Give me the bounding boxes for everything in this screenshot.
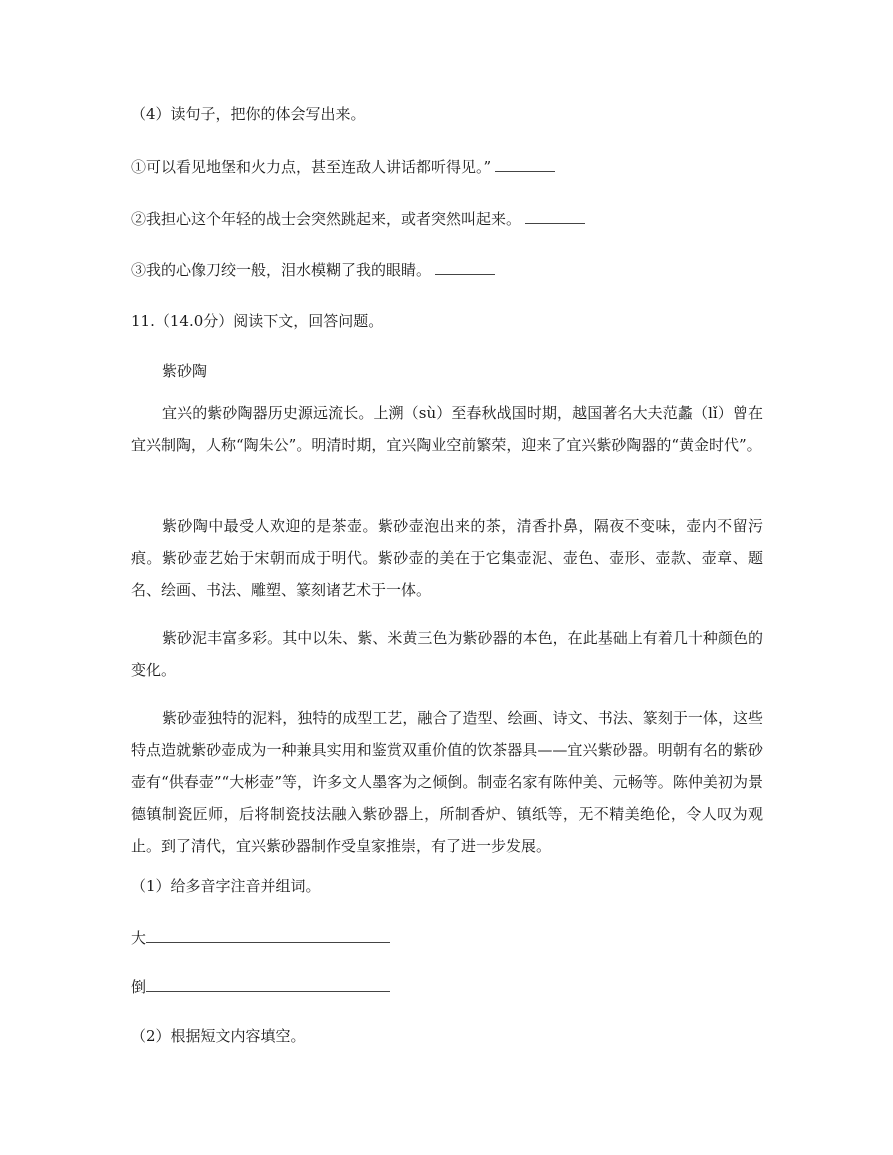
q11-heading: 11.（14.0分）阅读下文，回答问题。 (131, 312, 384, 330)
q4-prompt: （4）读句子，把你的体会写出来。 (131, 105, 366, 123)
q4-item-text: ①可以看见地堡和火力点，甚至连敌人讲话都听得见。” (131, 158, 492, 176)
q4-item-text: ②我担心这个年轻的战士会突然跳起来，或者突然叫起来。 (131, 210, 522, 228)
answer-blank[interactable] (495, 157, 555, 172)
sub2-prompt: （2）根据短文内容填空。 (131, 1027, 306, 1045)
q4-item-2 (131, 209, 585, 229)
q4-item-3 (131, 260, 495, 280)
answer-blank[interactable] (435, 260, 495, 275)
sub1-prompt: （1）给多音字注音并组词。 (131, 877, 321, 895)
polyphone-char: 大 (131, 929, 147, 947)
q4-item-text: ③我的心像刀绞一般，泪水模糊了我的眼睛。 (131, 261, 432, 279)
answer-blank[interactable] (146, 928, 390, 943)
sub1-item-1 (131, 928, 390, 948)
sub1-item-2 (131, 977, 390, 997)
q4-item-1 (131, 157, 555, 177)
article-paragraph-4: 紫砂壶独特的泥料，独特的成型工艺，融合了造型、绘画、诗文、书法、篆刻于一体，这些特点造就紫砂壶成为一种兼具实用和鉴赏双重价值的饮茶器具——宜兴紫砂器。明朝有名的紫砂壶有“供春壶”“大彬壶”等，许多文人墨客为之倾倒。制壶名家有陈仲美、元畅等。陈仲美初为景德镇制瓷匠师，后将制瓷技法融入紫砂器上，所制香炉、镇纸等，无不精美绝伦，令人叹为观止。到了清代，宜兴紫砂器制作受皇家推崇，有了进一步发展。 (131, 709, 763, 855)
article-paragraph-2: 紫砂陶中最受人欢迎的是茶壶。紫砂壶泡出来的茶，清香扑鼻，隔夜不变味，壶内不留污痕。紫砂壶艺始于宋朝而成于明代。紫砂壶的美在于它集壶泥、壶色、壶形、壶款、壶章、题名、绘画、书法、雕塑、篆刻诸艺术于一体。 (131, 517, 763, 599)
article-paragraph-1: 宜兴的紫砂陶器历史源远流长。上溯（sù）至春秋战国时期，越国著名大夫范蠡（lǐ）曾在宜兴制陶，人称“陶朱公”。明清时期，宜兴陶业空前繁荣，迎来了宜兴紫砂陶器的“黄金时代”。 (131, 404, 763, 454)
answer-blank[interactable] (146, 977, 390, 992)
answer-blank[interactable] (525, 209, 585, 224)
polyphone-char: 倒 (131, 978, 147, 996)
article-paragraph-3: 紫砂泥丰富多彩。其中以朱、紫、米黄三色为紫砂器的本色，在此基础上有着几十种颜色的变化。 (131, 629, 763, 679)
article-title: 紫砂陶 (162, 362, 208, 380)
